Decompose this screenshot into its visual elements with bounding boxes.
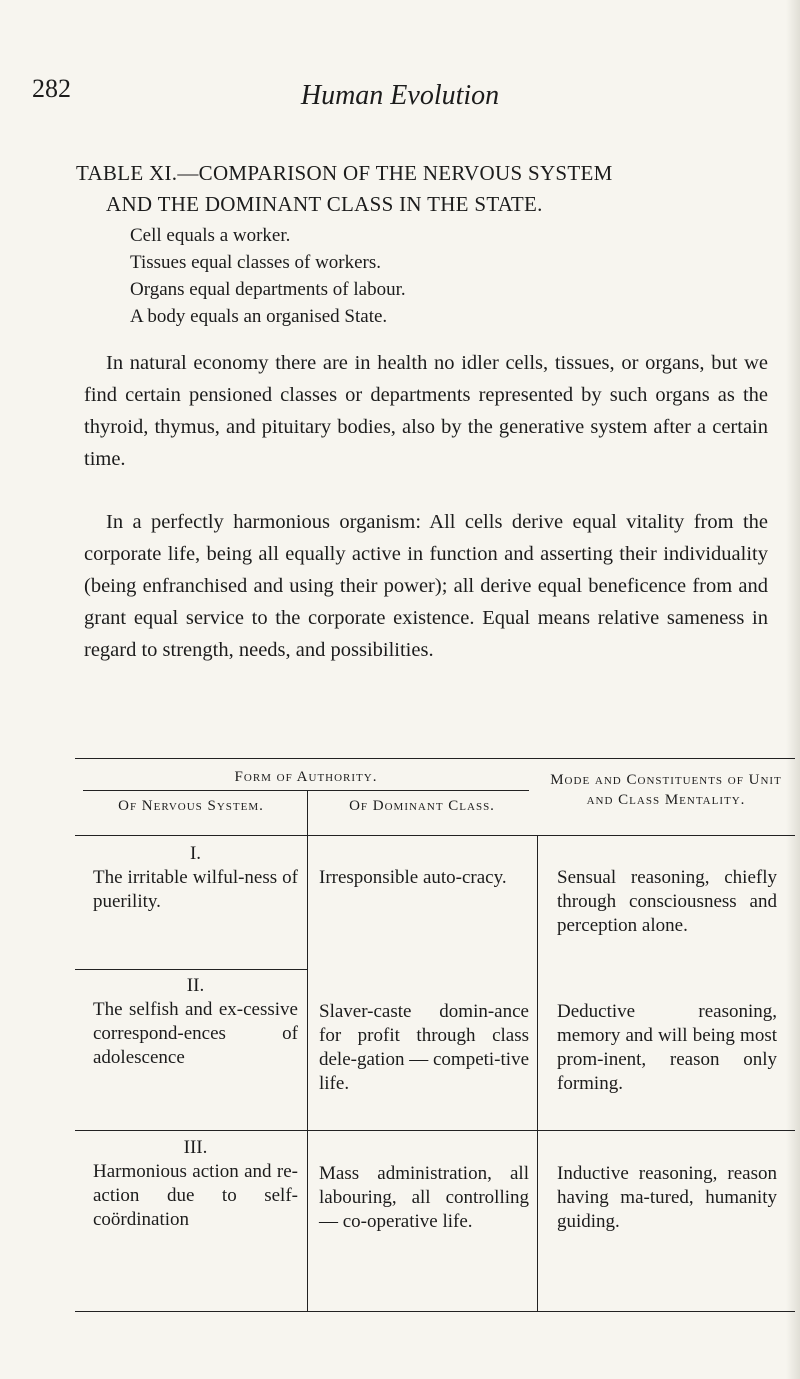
row-rule-2b [75, 1130, 795, 1131]
column-rule-1 [307, 791, 308, 1311]
row-3-number: III. [183, 1137, 208, 1158]
row-3-dominant: Mass administration, all labouring, all controlling — co-operative life. [319, 1163, 529, 1232]
table-title-line-1: TABLE XI.—COMPARISON OF THE NERVOUS SYSTEM [76, 161, 613, 185]
table-title-line-2: AND THE DOMINANT CLASS IN THE STATE. [106, 192, 543, 216]
row-2-nervous-text: The selfish and ex-cessive correspond-ences of adolescence [93, 999, 298, 1068]
row-3-nervous-text: Harmonious action and re-action due to self-coördination [93, 1161, 298, 1230]
row-3-mode: Inductive reasoning, reason having ma-tured, humanity guiding. [557, 1163, 777, 1232]
table-top-rule [75, 758, 795, 759]
definition-item: Organs equal departments of labour. [130, 279, 406, 300]
paragraph-natural-economy: In natural economy there are in health no idler cells, tissues, or organs, but we find certain pensioned classes or departments represented by such organs as the thyroid, thymus, and pituitary bodies, also by the generative system after a certain time. [84, 352, 768, 470]
row-1-number: I. [189, 843, 202, 864]
row-1-nervous [93, 842, 298, 914]
table-bottom-rule [75, 1311, 795, 1312]
definition-item: A body equals an organised State. [130, 306, 388, 327]
row-2-nervous [93, 974, 298, 1070]
definition-item: Tissues equal classes of workers. [130, 252, 382, 273]
row-rule-1 [75, 969, 307, 970]
definitions-list [130, 222, 406, 330]
row-3-nervous [93, 1136, 298, 1232]
table-title [76, 158, 776, 220]
definition-item: Cell equals a worker. [130, 225, 291, 246]
row-1-dominant: Irresponsible auto-cracy. [319, 867, 507, 888]
header-nervous-system: Of Nervous System. [118, 798, 264, 814]
row-1-nervous-text: The irritable wilful-ness of puerility. [93, 867, 298, 912]
column-rule-2 [537, 836, 538, 1311]
header-rule [75, 835, 795, 836]
header-dominant-class: Of Dominant Class. [349, 798, 495, 814]
header-form-of-authority: Form of Authority. [234, 769, 378, 785]
header-mode-and-constituents: Mode and Constituents of Unit and Class Mentality. [550, 772, 782, 808]
row-2-dominant: Slaver-caste domin-ance for profit through class dele-gation — competi-tive life. [319, 1001, 529, 1094]
row-2-mode: Deductive reasoning, memory and will being most prom-inent, reason only forming. [557, 1001, 777, 1094]
paragraph-harmonious-organism: In a perfectly harmonious organism: All cells derive equal vitality from the corporate life, being all equally active in function and asserting their individuality (being enfranchised and using their power); all derive equal beneficence from and grant equal service to the corporate existence. Equal means relative sameness in regard to strength, needs, and possibilities. [84, 511, 768, 661]
row-1-mode: Sensual reasoning, chiefly through consciousness and perception alone. [557, 867, 777, 936]
running-title: Human Evolution [300, 80, 500, 111]
comparison-table [75, 758, 795, 1318]
page-number: 282 [32, 74, 71, 103]
row-2-number: II. [186, 975, 205, 996]
